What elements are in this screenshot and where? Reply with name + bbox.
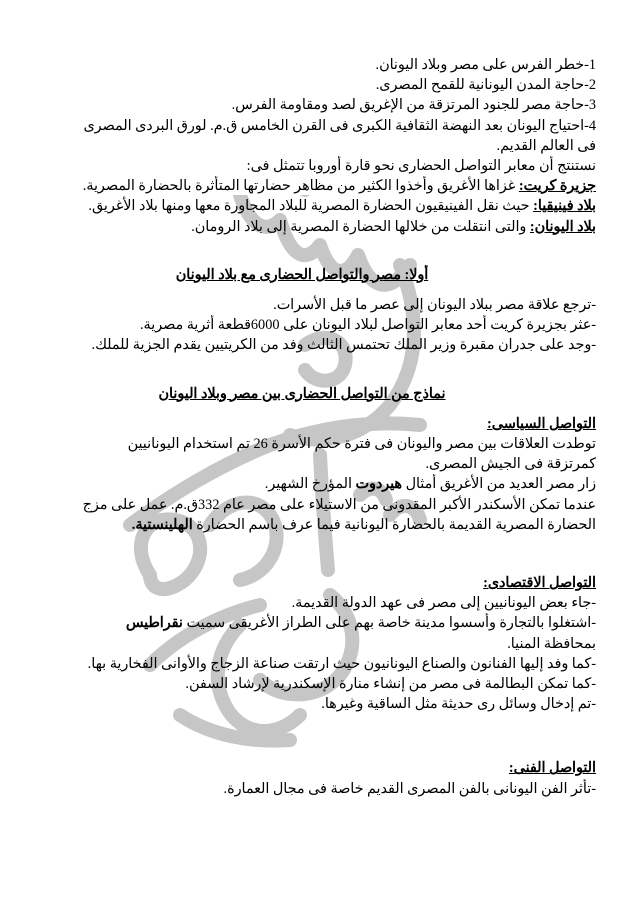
political-heading: التواصل السياسى:	[487, 415, 596, 432]
political-bullet-1-cont: كمرتزقة فى الجيش المصرى.	[425, 456, 596, 473]
intro-item-4: 4-احتياج اليونان بعد النهضة الثقافية الكبرى فى القرن الخامس ق.م. لورق البردى المصرى	[83, 117, 596, 134]
economic-item-2-cont: بمحافظة المنيا.	[507, 635, 596, 652]
phoenicia-line	[8, 196, 596, 216]
section1-item-1: -ترجع علاقة مصر ببلاد اليونان إلى عصر ما قبل الأسرات.	[273, 297, 596, 314]
section1-item-2: -عثر بجزيرة كريت أحد معابر التواصل لبلاد اليونان على 6000قطعة أثرية مصرية.	[139, 317, 596, 334]
naucratis-term: نقراطيس	[125, 615, 183, 632]
economic-heading: التواصل الاقتصادى:	[483, 575, 596, 592]
crete-label: جزيرة كريت:	[518, 178, 596, 195]
greece-line	[8, 217, 596, 237]
document-body	[8, 55, 596, 799]
economic-item-2	[8, 613, 596, 633]
greece-label: بلاد اليونان:	[529, 218, 596, 235]
political-bullet-3	[8, 495, 596, 515]
greece-text: والتى انتقلت من خلالها الحضارة المصرية إلى بلاد الرومان.	[191, 218, 527, 235]
phoenicia-label: بلاد فينيقيا:	[533, 198, 596, 215]
crete-text: غزاها الأغريق وأخذوا الكثير من مظاهر حضارتها المتأثرة بالحضارة المصرية.	[82, 178, 516, 195]
political-bullet-2-pre: زار مصر العديد من الأغريق أمثال	[405, 476, 596, 493]
intro-item-3: 3-حاجة مصر للجنود المرتزقة من الإغريق لصد ومقاومة الفرس.	[231, 97, 596, 114]
economic-item-4: -كما تمكن البطالمة فى مصر من إنشاء منارة الإسكندرية لإرشاد السفن.	[185, 676, 596, 693]
political-bullet-3-cont-text: الحضارة المصرية القديمة بالحضارة اليونانية فيما عرف باسم الحضارة	[196, 516, 596, 533]
intro-item-1: 1-خطر الفرس على مصر وبلاد اليونان.	[375, 57, 596, 73]
phoenicia-text: حيث نقل الفينيقيون الحضارة المصرية للبلاد المجاورة معها ومنها بلاد الأغريق.	[88, 198, 530, 215]
intro-item-2: 2-حاجة المدن اليونانية للقمح المصرى.	[375, 77, 596, 94]
herodotus-name: هيردوت	[355, 476, 402, 493]
intro-item-4-cont: فى العالم القديم.	[496, 137, 596, 154]
political-bullet-1-text: توطدت العلاقات بين مصر واليونان فى فترة حكم الأسرة 26 تم استخدام اليونانيين	[127, 436, 596, 453]
political-bullet-1	[8, 434, 596, 454]
political-bullet-3-cont	[8, 515, 596, 535]
section1-title: أولا: مصر والتواصل الحضارى مع بلاد اليونان	[175, 266, 429, 283]
crete-line	[8, 176, 596, 196]
political-bullet-2	[8, 474, 596, 494]
hellenistic-term: الهلينستية.	[131, 516, 193, 533]
section2-title: نماذج من التواصل الحضارى بين مصر وبلاد اليونان	[158, 385, 446, 402]
art-item-1: -تأثر الفن اليونانى بالفن المصرى القديم خاصة فى مجال العمارة.	[223, 780, 596, 797]
economic-item-1: -جاء بعض اليونانيين إلى مصر فى عهد الدولة القديمة.	[291, 595, 596, 612]
economic-item-2-text: -اشتغلوا بالتجارة وأسسوا مدينة خاصة بهم على الطراز الأغريقى سميت	[186, 615, 596, 632]
economic-item-5: -تم إدخال وسائل رى حديثة مثل الساقية وغيرها.	[321, 696, 596, 713]
political-bullet-3-text: عندما تمكن الأسكندر الأكبر المقدونى من الاستيلاء على مصر عام 332ق.م. عمل على مزج	[82, 496, 596, 513]
economic-item-3: -كما وفد إليها الفنانون والصناع اليونانيون حيث ارتقت صناعة الزجاج والأوانى الفخارية بها.	[87, 655, 596, 672]
conclusion-line: نستنتج أن معابر التواصل الحضارى نحو قارة أوروبا تتمثل فى:	[246, 158, 596, 175]
section1-item-3: -وجد على جدران مقبرة وزير الملك تحتمس الثالث وفد من الكريتيين يقدم الجزية للملك.	[91, 337, 596, 354]
art-heading: التواصل الفنى:	[508, 760, 596, 777]
political-bullet-2-post: المؤرخ الشهير.	[264, 476, 352, 493]
